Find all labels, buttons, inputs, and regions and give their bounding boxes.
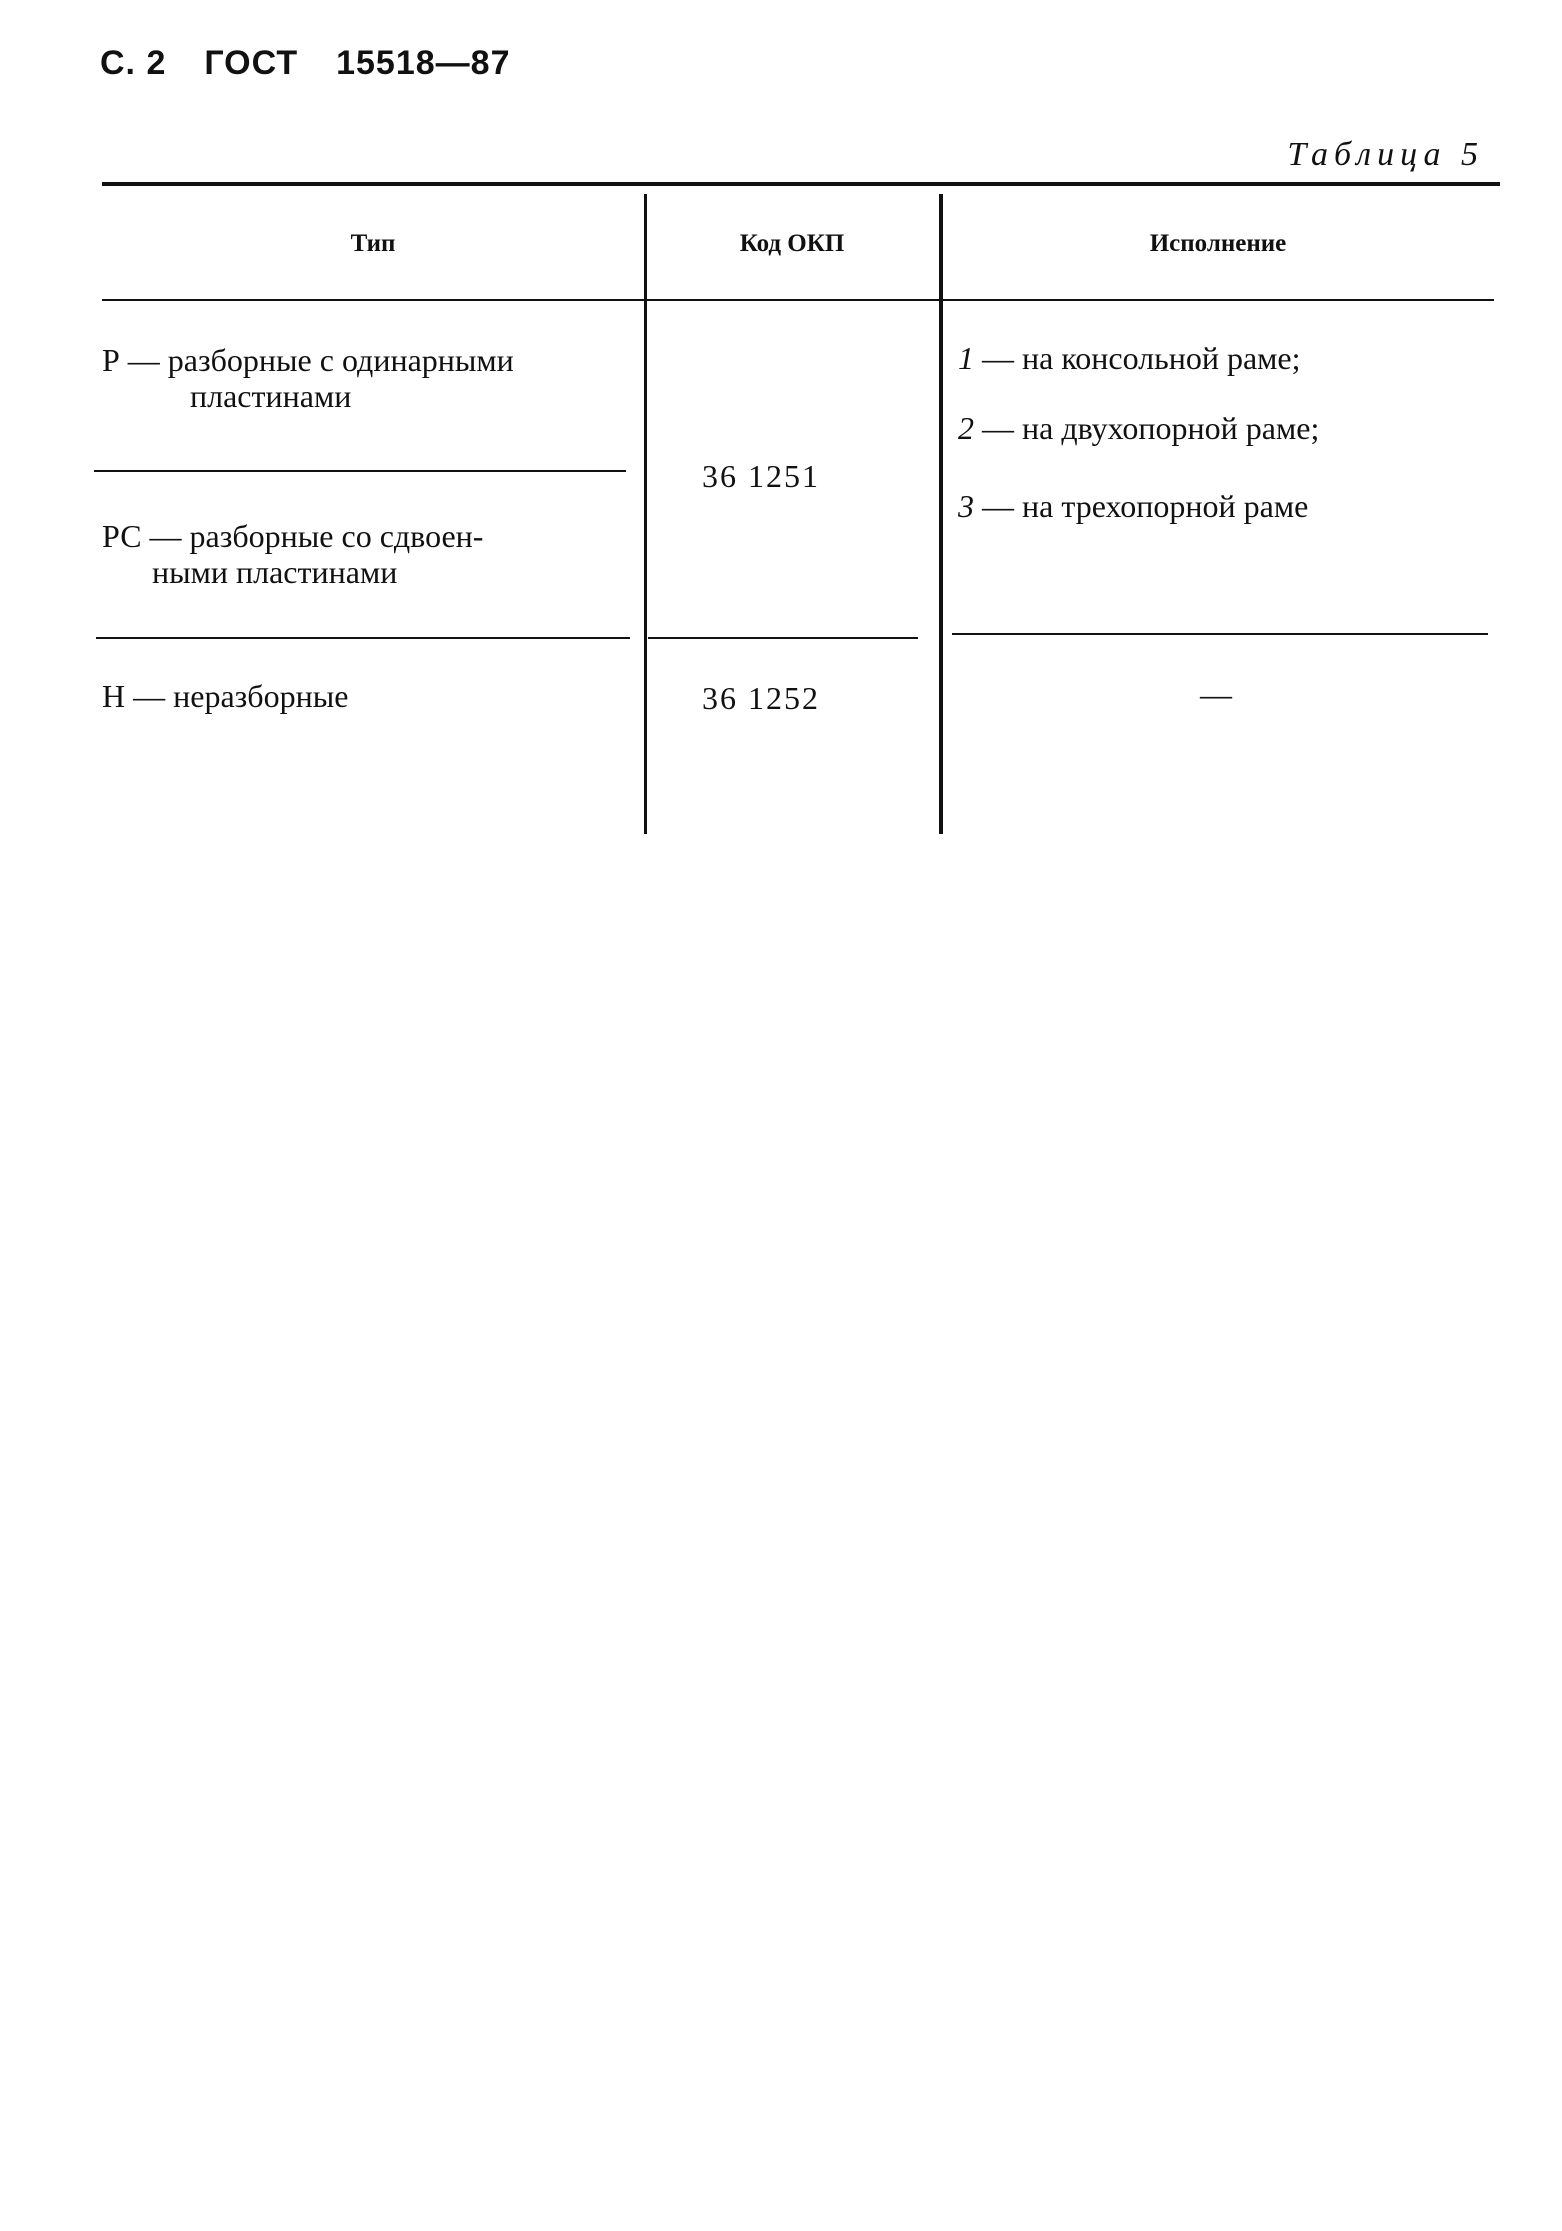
type-rs-line2: ными пластинами: [152, 554, 398, 590]
standard-label: ГОСТ: [204, 44, 299, 82]
row2-divider-rule-left: [96, 637, 630, 639]
type-n-line1: Н — неразборные: [102, 678, 349, 714]
type-cell-r: [102, 342, 642, 414]
type-r-line2: пластинами: [190, 378, 352, 414]
variant-text-3: — на трехопорной раме: [982, 488, 1309, 524]
column-header-type: Тип: [350, 230, 396, 257]
variant-item-3: [958, 488, 1308, 524]
type-r-line1: Р — разборные с одинарными: [102, 342, 514, 378]
row1-divider-rule: [94, 470, 626, 472]
row2-divider-rule-right: [952, 633, 1488, 635]
variant-number-3: 3: [958, 488, 974, 524]
variant-text-2: — на двухопорной раме;: [982, 410, 1320, 446]
column-header-code: Код ОКП: [739, 230, 845, 257]
type-cell-rs: [102, 518, 642, 590]
table-caption: Таблица 5: [1287, 136, 1484, 173]
variant-item-1: [958, 340, 1301, 376]
okp-code-2: 36 1252: [702, 680, 820, 716]
variant-number-2: 2: [958, 410, 974, 446]
variant-empty-dash: —: [1200, 676, 1232, 712]
table-top-rule: [102, 182, 1500, 186]
variant-number-1: 1: [958, 340, 974, 376]
page-number: С. 2: [100, 44, 167, 82]
variant-item-2: [958, 410, 1319, 446]
variant-text-1: — на консольной раме;: [982, 340, 1301, 376]
row2-divider-rule-middle: [648, 637, 918, 639]
type-cell-n: [102, 678, 642, 714]
column-divider-2: [939, 194, 943, 834]
column-divider-1: [644, 194, 647, 834]
column-header-variant: Исполнение: [1149, 230, 1287, 257]
okp-code-1: 36 1251: [702, 458, 820, 494]
standard-number: 15518—87: [336, 44, 511, 82]
header-bottom-rule: [102, 299, 1494, 301]
page-header: [100, 44, 548, 83]
type-rs-line1: РС — разборные со сдвоен-: [102, 518, 484, 554]
